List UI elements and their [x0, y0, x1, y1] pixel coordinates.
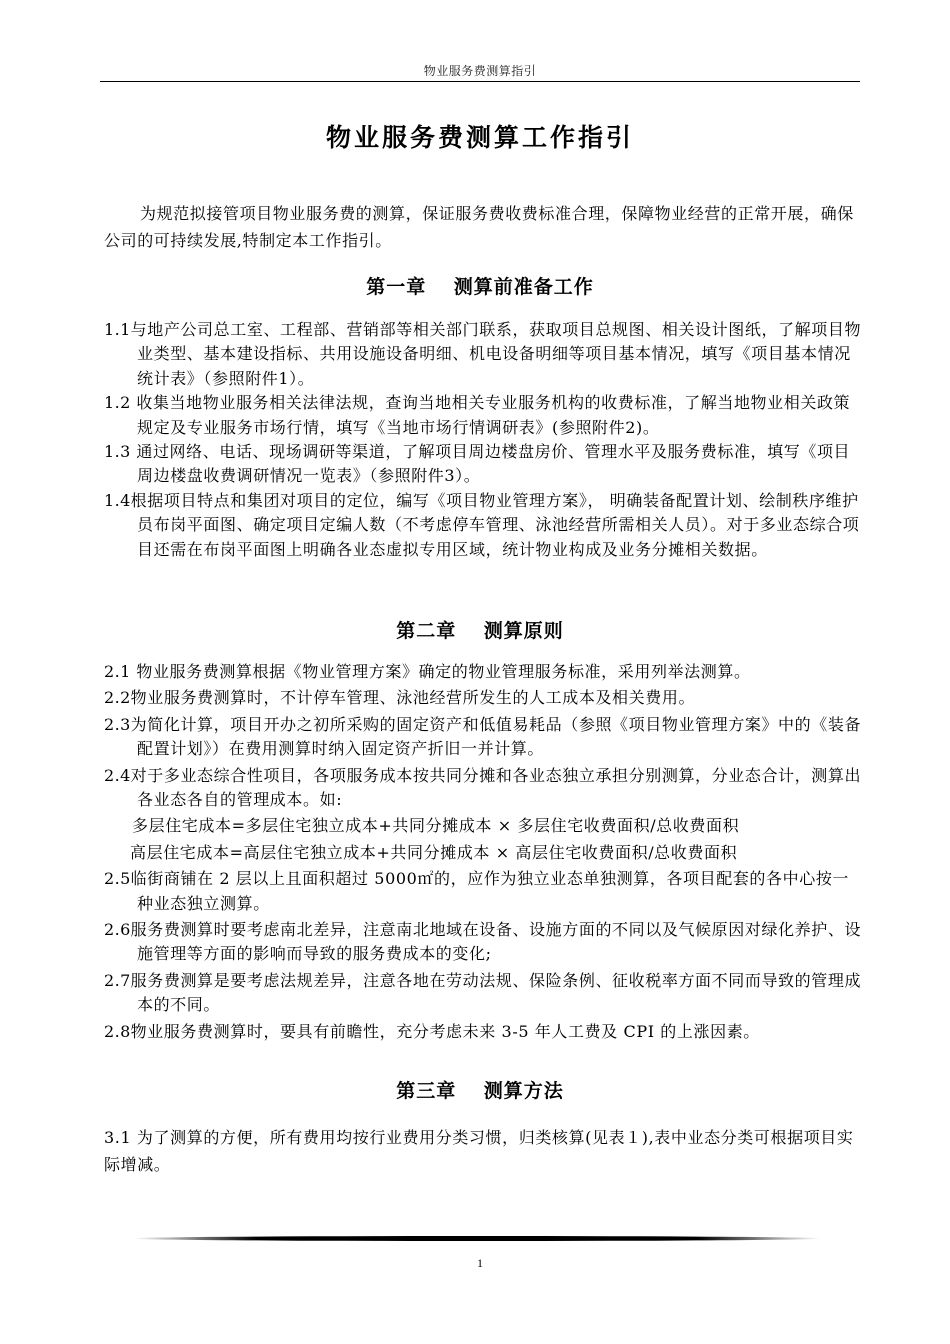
chapter-2-items	[104, 660, 864, 1044]
clause-2-1	[104, 660, 864, 684]
clause-2-3	[104, 713, 864, 762]
clause-text: 通过网络、电话、现场调研等渠道，了解项目周边楼盘房价、管理水平及服务费标准，填写《项目周边楼盘收费调研情况一览表》（参照附件3）。	[130, 442, 851, 486]
clause-number: 2.3	[104, 714, 131, 734]
clause-2-8	[104, 1020, 864, 1044]
clause-number: 2.5	[104, 869, 131, 889]
clause-text: 物业服务费测算时，不计停车管理、泳池经营所发生的人工成本及相关费用。	[130, 688, 696, 708]
clause-1-3	[104, 440, 864, 489]
clause-text: 根据项目特点和集团对项目的定位，编写《项目物业管理方案》， 明确装备配置计划、绘制秩序维护员布岗平面图、确定项目定编人数（不考虑停车管理、泳池经营所需相关人员）。对于多业态综合项目还需在布岗平面图上明确各业态虚拟专用区域，统计物业构成及业务分摊相关数据。	[130, 490, 860, 559]
header-rule	[100, 81, 860, 82]
formula-multistory: 多层住宅成本=多层住宅独立成本+共同分摊成本 × 多层住宅收费面积/总收费面积	[132, 816, 740, 836]
clause-text: 为简化计算，项目开办之初所采购的固定资产和低值易耗品（参照《项目物业管理方案》中的《装备配置计划》）在费用测算时纳入固定资产折旧一并计算。	[130, 714, 862, 759]
clause-number: 1.4	[104, 490, 131, 510]
chapter-1-heading: 第一章 测算前准备工作	[366, 276, 594, 298]
chapter-2-heading: 第二章 测算原则	[396, 620, 564, 642]
clause-number: 2.6	[104, 920, 131, 940]
clause-number: 1.3	[104, 442, 131, 462]
clause-number: 2.4	[104, 765, 131, 785]
clause-text: 物业服务费测算根据《物业管理方案》确定的物业管理服务标准，采用列举法测算。	[130, 662, 751, 681]
formula-highrise: 高层住宅成本=高层住宅独立成本+共同分摊成本 × 高层住宅收费面积/总收费面积	[130, 842, 738, 862]
clause-text: 物业服务费测算时，要具有前瞻性，充分考虑未来 3-5 年人工费及 CPI 的上涨因素。	[130, 1021, 760, 1041]
clause-2-2	[104, 686, 864, 710]
clause-1-4	[104, 489, 864, 562]
clause-2-4	[104, 764, 864, 813]
clause-number: 2.2	[104, 688, 131, 708]
clause-number: 2.1	[104, 662, 131, 681]
clause-3-1: 3.1 为了测算的方便，所有费用均按行业费用分类习惯，归类核算(见表１),表中业态分类可根据项目实际增减。	[104, 1128, 854, 1174]
clause-text: 服务费测算时要考虑南北差异，注意南北地域在设备、设施方面的不同以及气候原因对绿化养护、设施管理等方面的影响而导致的服务费成本的变化;	[130, 920, 862, 964]
clause-1-1	[104, 318, 864, 391]
clause-number: 2.8	[104, 1021, 131, 1041]
clause-text: 服务费测算是要考虑法规差异，注意各地在劳动法规、保险条例、征收税率方面不同而导致的管理成本的不同。	[130, 970, 862, 1015]
running-header: 物业服务费测算指引	[423, 64, 537, 78]
clause-text: 与地产公司总工室、工程部、营销部等相关部门联系，获取项目总规图、相关设计图纸，了解项目物业类型、基本建设指标、共用设施设备明细、机电设备明细等项目基本情况，填写《项目基本情况统计表》（参照附件1）。	[130, 320, 862, 388]
clause-text: 对于多业态综合性项目，各项服务成本按共同分摊和各业态独立承担分别测算，分业态合计，测算出各业态各自的管理成本。如:	[130, 765, 862, 810]
clause-2-7	[104, 969, 864, 1018]
chapter-3-heading: 第三章 测算方法	[396, 1080, 564, 1102]
clause-number: 1.1	[104, 320, 131, 339]
clause-number: 2.7	[104, 970, 131, 990]
page-number: 1	[477, 1256, 483, 1270]
clause-1-2	[104, 391, 864, 440]
clause-text: 临街商铺在 2 层以上且面积超过 5000㎡的，应作为独立业态单独测算，各项目配套的各中心按一种业态独立测算。	[130, 869, 850, 913]
footer-rule	[132, 1236, 822, 1241]
clause-2-5	[104, 867, 864, 916]
clause-text: 收集当地物业服务相关法律法规，查询当地相关专业服务机构的收费标准，了解当地物业相关政策规定及专业服务市场行情，填写《当地市场行情调研表》(参照附件2)。	[130, 393, 851, 437]
clause-number: 1.2	[104, 393, 131, 413]
chapter-1-items	[104, 318, 864, 562]
document-title: 物业服务费测算工作指引	[325, 123, 634, 152]
clause-2-6	[104, 918, 864, 967]
intro-paragraph: 为规范拟接管项目物业服务费的测算，保证服务费收费标准合理，保障物业经营的正常开展，确保公司的可持续发展,特制定本工作指引。	[104, 204, 854, 250]
